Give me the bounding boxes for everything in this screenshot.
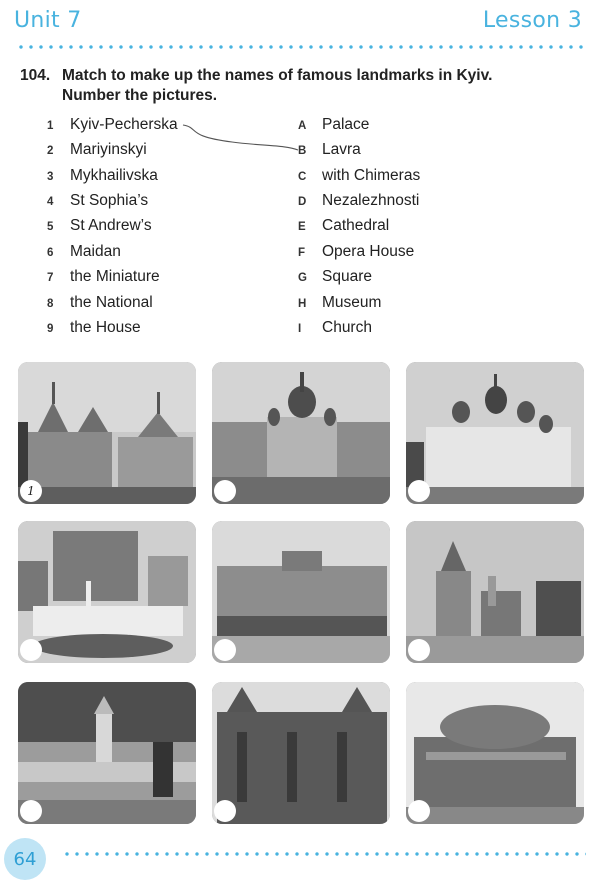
right-item-a: A Palace <box>298 116 370 133</box>
photo-number-circle-9[interactable] <box>408 800 430 822</box>
task-line-1: Match to make up the names of famous landmarks in Kyiv. <box>62 67 493 84</box>
left-item-8: 8 the National <box>47 294 153 311</box>
left-item-9: 9 the House <box>47 319 141 336</box>
task-line-2: Number the pictures. <box>62 87 218 104</box>
right-item-e: E Cathedral <box>298 217 390 234</box>
right-column <box>298 116 558 346</box>
left-item-7: 7 the Miniature <box>47 268 160 285</box>
photo-house-with-chimeras <box>212 682 390 824</box>
left-item-2: 2 Mariyinskyi <box>47 141 147 158</box>
photo-national-opera-house <box>406 682 584 824</box>
photo-number-circle-7[interactable] <box>20 800 42 822</box>
lesson-title: Lesson 3 <box>482 8 582 33</box>
top-dotted-divider <box>16 45 586 49</box>
left-item-1: 1 Kyiv-Pecherska <box>47 116 178 133</box>
photo-number-circle-2[interactable] <box>214 480 236 502</box>
task-instruction <box>20 66 590 106</box>
photo-maidan-square <box>18 521 196 663</box>
photo-number-circle-5[interactable] <box>214 639 236 661</box>
photo-number-circle-1[interactable]: 1 <box>20 480 42 502</box>
page-number: 64 <box>13 848 37 870</box>
photo-miniature-museum <box>18 682 196 824</box>
photo-mariyinskyi-palace <box>212 521 390 663</box>
unit-title: Unit 7 <box>14 8 82 33</box>
left-item-3: 3 Mykhailivska <box>47 167 158 184</box>
right-item-d: D Nezalezhnosti <box>298 192 420 209</box>
photo-number-circle-3[interactable] <box>408 480 430 502</box>
left-column <box>47 116 287 346</box>
right-item-b: B Lavra <box>298 141 361 158</box>
right-item-h: H Museum <box>298 294 382 311</box>
photo-number-circle-8[interactable] <box>214 800 236 822</box>
photo-lavra <box>18 362 196 504</box>
right-item-i: I Church <box>298 319 372 336</box>
task-number: 104. <box>20 67 51 84</box>
photo-st-sophia-cathedral <box>406 362 584 504</box>
right-item-f: F Opera House <box>298 243 415 260</box>
right-item-c: C with Chimeras <box>298 167 421 184</box>
page-number-badge <box>4 838 46 880</box>
photo-mykhailivska-church <box>406 521 584 663</box>
left-item-5: 5 St Andrew’s <box>47 217 152 234</box>
photo-number-circle-4[interactable] <box>20 639 42 661</box>
left-item-6: 6 Maidan <box>47 243 121 260</box>
bottom-dotted-divider <box>62 852 586 856</box>
photo-st-andrews-church <box>212 362 390 504</box>
photo-number-circle-6[interactable] <box>408 639 430 661</box>
right-item-g: G Square <box>298 268 372 285</box>
left-item-4: 4 St Sophia’s <box>47 192 149 209</box>
